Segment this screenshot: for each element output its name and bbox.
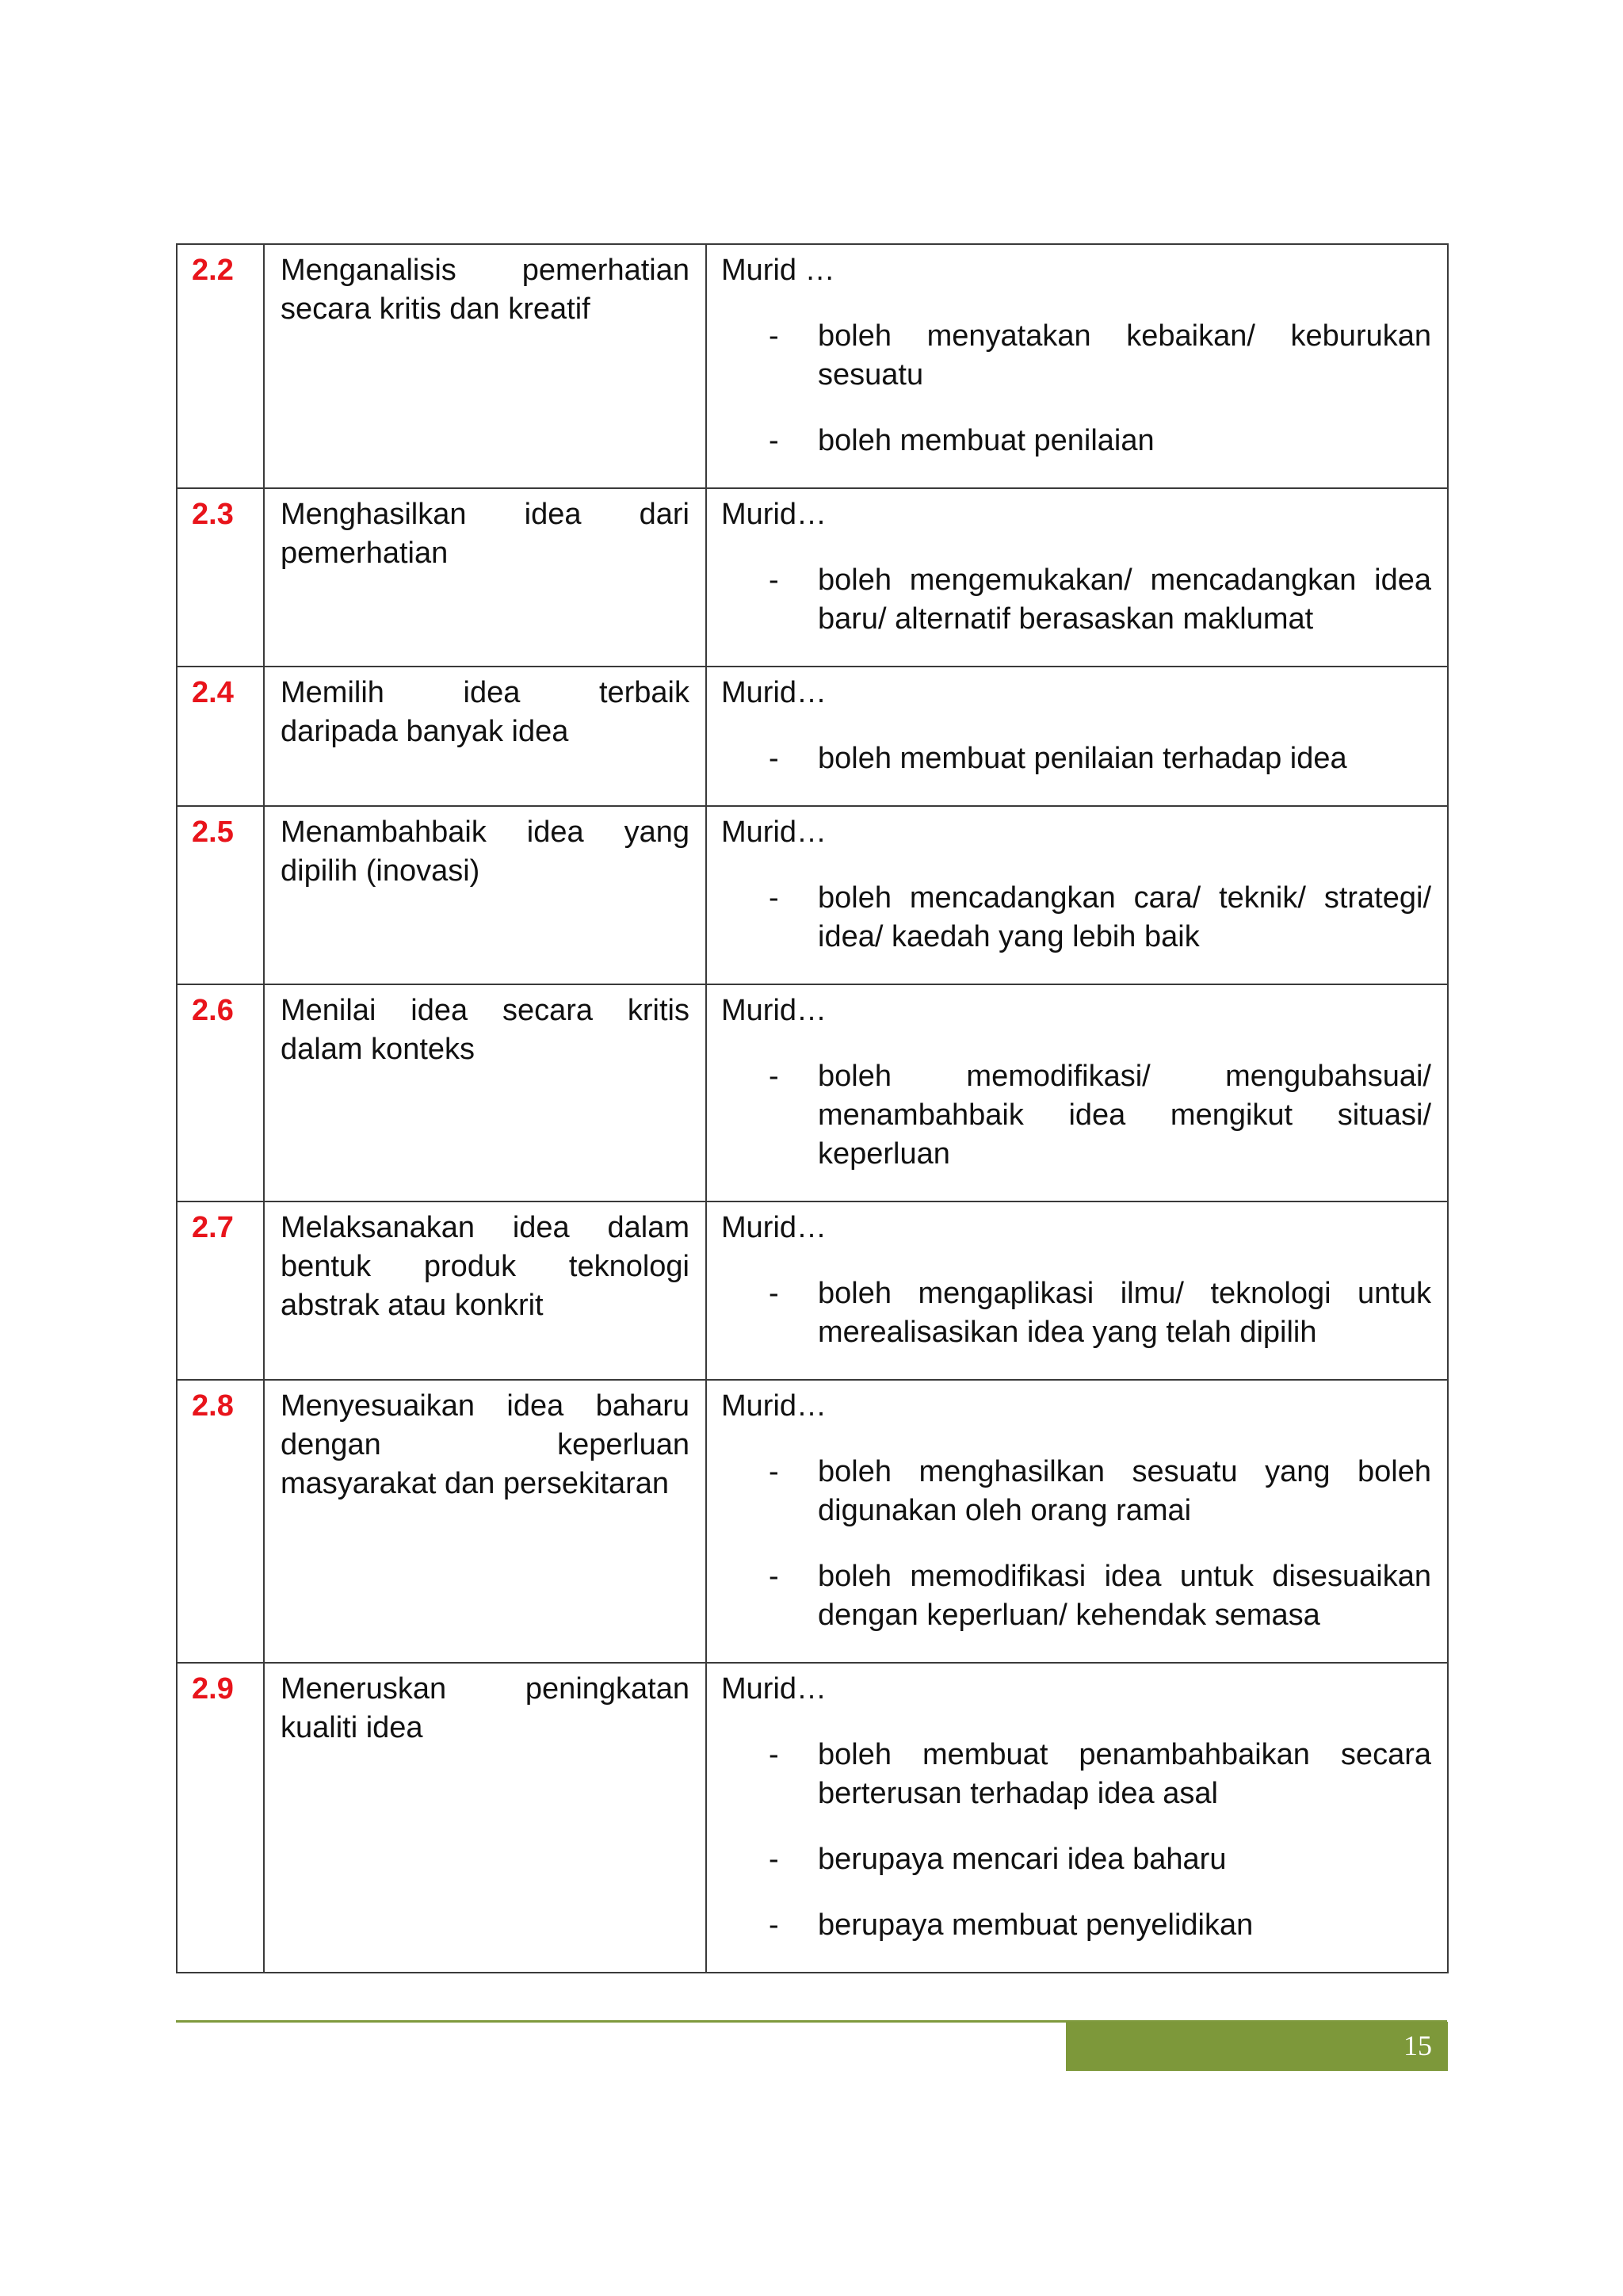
list-item	[721, 561, 1431, 639]
objective-code: 2.2	[192, 254, 234, 287]
description-cell	[706, 1201, 1448, 1380]
skill-text	[265, 1202, 705, 1325]
skill-text	[265, 807, 705, 891]
description	[707, 807, 1447, 957]
skill-line: abstrak atau konkrit	[281, 1289, 544, 1322]
description	[707, 985, 1447, 1174]
page-number: 15	[1403, 2030, 1432, 2061]
skill-line: kualiti idea	[281, 1711, 423, 1744]
page-number-box	[1066, 2022, 1448, 2071]
bullet-dash: -	[769, 319, 779, 353]
criteria-list	[721, 561, 1431, 639]
objective-code: 2.3	[192, 498, 234, 531]
skill-text	[265, 245, 705, 329]
description	[707, 1381, 1447, 1635]
skill-line: pemerhatian	[281, 537, 449, 570]
skill-text	[265, 489, 705, 573]
list-item-text: berupaya mencari idea baharu	[818, 1843, 1227, 1876]
bullet-dash: -	[769, 881, 779, 915]
table-row	[177, 244, 1448, 488]
skill-line: Meneruskan peningkatan	[281, 1672, 689, 1706]
description-cell	[706, 244, 1448, 488]
code-cell	[177, 244, 264, 488]
skill-cell	[264, 1663, 706, 1973]
skill-text	[265, 985, 705, 1069]
list-item-text: boleh membuat penilaian terhadap idea	[818, 742, 1347, 775]
criteria-list	[721, 317, 1431, 460]
bullet-dash: -	[769, 1455, 779, 1488]
description-lead: Murid…	[721, 676, 827, 709]
list-item-text: berupaya membuat penyelidikan	[818, 1908, 1254, 1942]
skill-line: Menganalisis pemerhatian	[281, 254, 689, 287]
criteria-list	[721, 1453, 1431, 1635]
description	[707, 1202, 1447, 1352]
list-item-text: boleh memodifikasi/ mengubahsuai/ menambahbaik idea mengikut situasi/ keperluan	[818, 1060, 1431, 1171]
skill-text	[265, 1664, 705, 1748]
criteria-list	[721, 739, 1431, 778]
description-cell	[706, 1380, 1448, 1663]
code-cell	[177, 1380, 264, 1663]
criteria-list	[721, 1736, 1431, 1945]
list-item	[721, 1453, 1431, 1530]
skill-line: Menyesuaikan idea baharu	[281, 1389, 689, 1423]
description-cell	[706, 488, 1448, 667]
code-cell	[177, 488, 264, 667]
list-item-text: boleh menghasilkan sesuatu yang boleh digunakan oleh orang ramai	[818, 1455, 1431, 1527]
skill-line: Melaksanakan idea dalam	[281, 1211, 689, 1244]
skill-line: Menghasilkan idea dari	[281, 498, 689, 531]
objective-code: 2.9	[192, 1672, 234, 1706]
list-item-text: boleh memodifikasi idea untuk disesuaikan dengan keperluan/ kehendak semasa	[818, 1560, 1431, 1632]
description-lead: Murid…	[721, 1389, 827, 1423]
bullet-dash: -	[769, 1560, 779, 1593]
list-item-text: boleh membuat penambahbaikan secara berterusan terhadap idea asal	[818, 1738, 1431, 1810]
bullet-dash: -	[769, 1843, 779, 1876]
list-item	[721, 1906, 1431, 1945]
table-row	[177, 488, 1448, 667]
description-lead: Murid…	[721, 1211, 827, 1244]
list-item	[721, 1057, 1431, 1174]
criteria-list	[721, 1274, 1431, 1352]
bullet-dash: -	[769, 1060, 779, 1093]
skill-cell	[264, 244, 706, 488]
description-lead: Murid…	[721, 816, 827, 849]
skill-cell	[264, 984, 706, 1201]
skill-line: masyarakat dan persekitaran	[281, 1467, 670, 1500]
skill-line: daripada banyak idea	[281, 715, 569, 748]
objective-code: 2.8	[192, 1389, 234, 1423]
code-cell	[177, 667, 264, 806]
skill-line: secara kritis dan kreatif	[281, 292, 590, 326]
skill-line: dipilih (inovasi)	[281, 854, 480, 888]
skill-text	[265, 1381, 705, 1503]
objective-code: 2.5	[192, 816, 234, 849]
skill-cell	[264, 488, 706, 667]
learning-objectives-table	[176, 243, 1449, 1973]
skill-line: Menilai idea secara kritis	[281, 994, 689, 1027]
skill-line: Memilih idea terbaik	[281, 676, 689, 709]
list-item-text: boleh membuat penilaian	[818, 424, 1155, 457]
description-lead: Murid …	[721, 254, 835, 287]
description-cell	[706, 984, 1448, 1201]
table-row	[177, 1380, 1448, 1663]
bullet-dash: -	[769, 1738, 779, 1771]
table-row	[177, 1201, 1448, 1380]
objective-code: 2.7	[192, 1211, 234, 1244]
skill-cell	[264, 1201, 706, 1380]
skill-cell	[264, 667, 706, 806]
objective-code: 2.4	[192, 676, 234, 709]
list-item	[721, 1557, 1431, 1635]
skill-line: bentuk produk teknologi	[281, 1250, 689, 1283]
list-item	[721, 739, 1431, 778]
description	[707, 489, 1447, 639]
description-lead: Murid…	[721, 1672, 827, 1706]
table-body	[177, 244, 1448, 1973]
objective-code: 2.6	[192, 994, 234, 1027]
code-cell	[177, 806, 264, 984]
skill-line: Menambahbaik idea yang	[281, 816, 689, 849]
description-cell	[706, 1663, 1448, 1973]
description-lead: Murid…	[721, 498, 827, 531]
code-cell	[177, 984, 264, 1201]
criteria-list	[721, 879, 1431, 957]
list-item-text: boleh mengemukakan/ mencadangkan idea baru/ alternatif berasaskan maklumat	[818, 563, 1431, 636]
skill-cell	[264, 806, 706, 984]
bullet-dash: -	[769, 742, 779, 775]
description-cell	[706, 806, 1448, 984]
skill-line: dalam konteks	[281, 1033, 475, 1066]
table-row	[177, 806, 1448, 984]
list-item	[721, 1736, 1431, 1813]
list-item-text: boleh mengaplikasi ilmu/ teknologi untuk merealisasikan idea yang telah dipilih	[818, 1277, 1431, 1349]
skill-line: dengan keperluan	[281, 1428, 689, 1461]
skill-text	[265, 667, 705, 751]
criteria-list	[721, 1057, 1431, 1174]
list-item	[721, 1274, 1431, 1352]
bullet-dash: -	[769, 1908, 779, 1942]
description	[707, 245, 1447, 460]
description	[707, 667, 1447, 778]
description	[707, 1664, 1447, 1945]
code-cell	[177, 1201, 264, 1380]
list-item	[721, 422, 1431, 460]
code-cell	[177, 1663, 264, 1973]
list-item	[721, 879, 1431, 957]
list-item-text: boleh mencadangkan cara/ teknik/ strategi/ idea/ kaedah yang lebih baik	[818, 881, 1431, 953]
list-item	[721, 317, 1431, 395]
description-lead: Murid…	[721, 994, 827, 1027]
table-row	[177, 984, 1448, 1201]
description-cell	[706, 667, 1448, 806]
list-item	[721, 1840, 1431, 1879]
table-row	[177, 1663, 1448, 1973]
table-row	[177, 667, 1448, 806]
list-item-text: boleh menyatakan kebaikan/ keburukan sesuatu	[818, 319, 1431, 392]
bullet-dash: -	[769, 424, 779, 457]
bullet-dash: -	[769, 1277, 779, 1310]
skill-cell	[264, 1380, 706, 1663]
bullet-dash: -	[769, 563, 779, 597]
